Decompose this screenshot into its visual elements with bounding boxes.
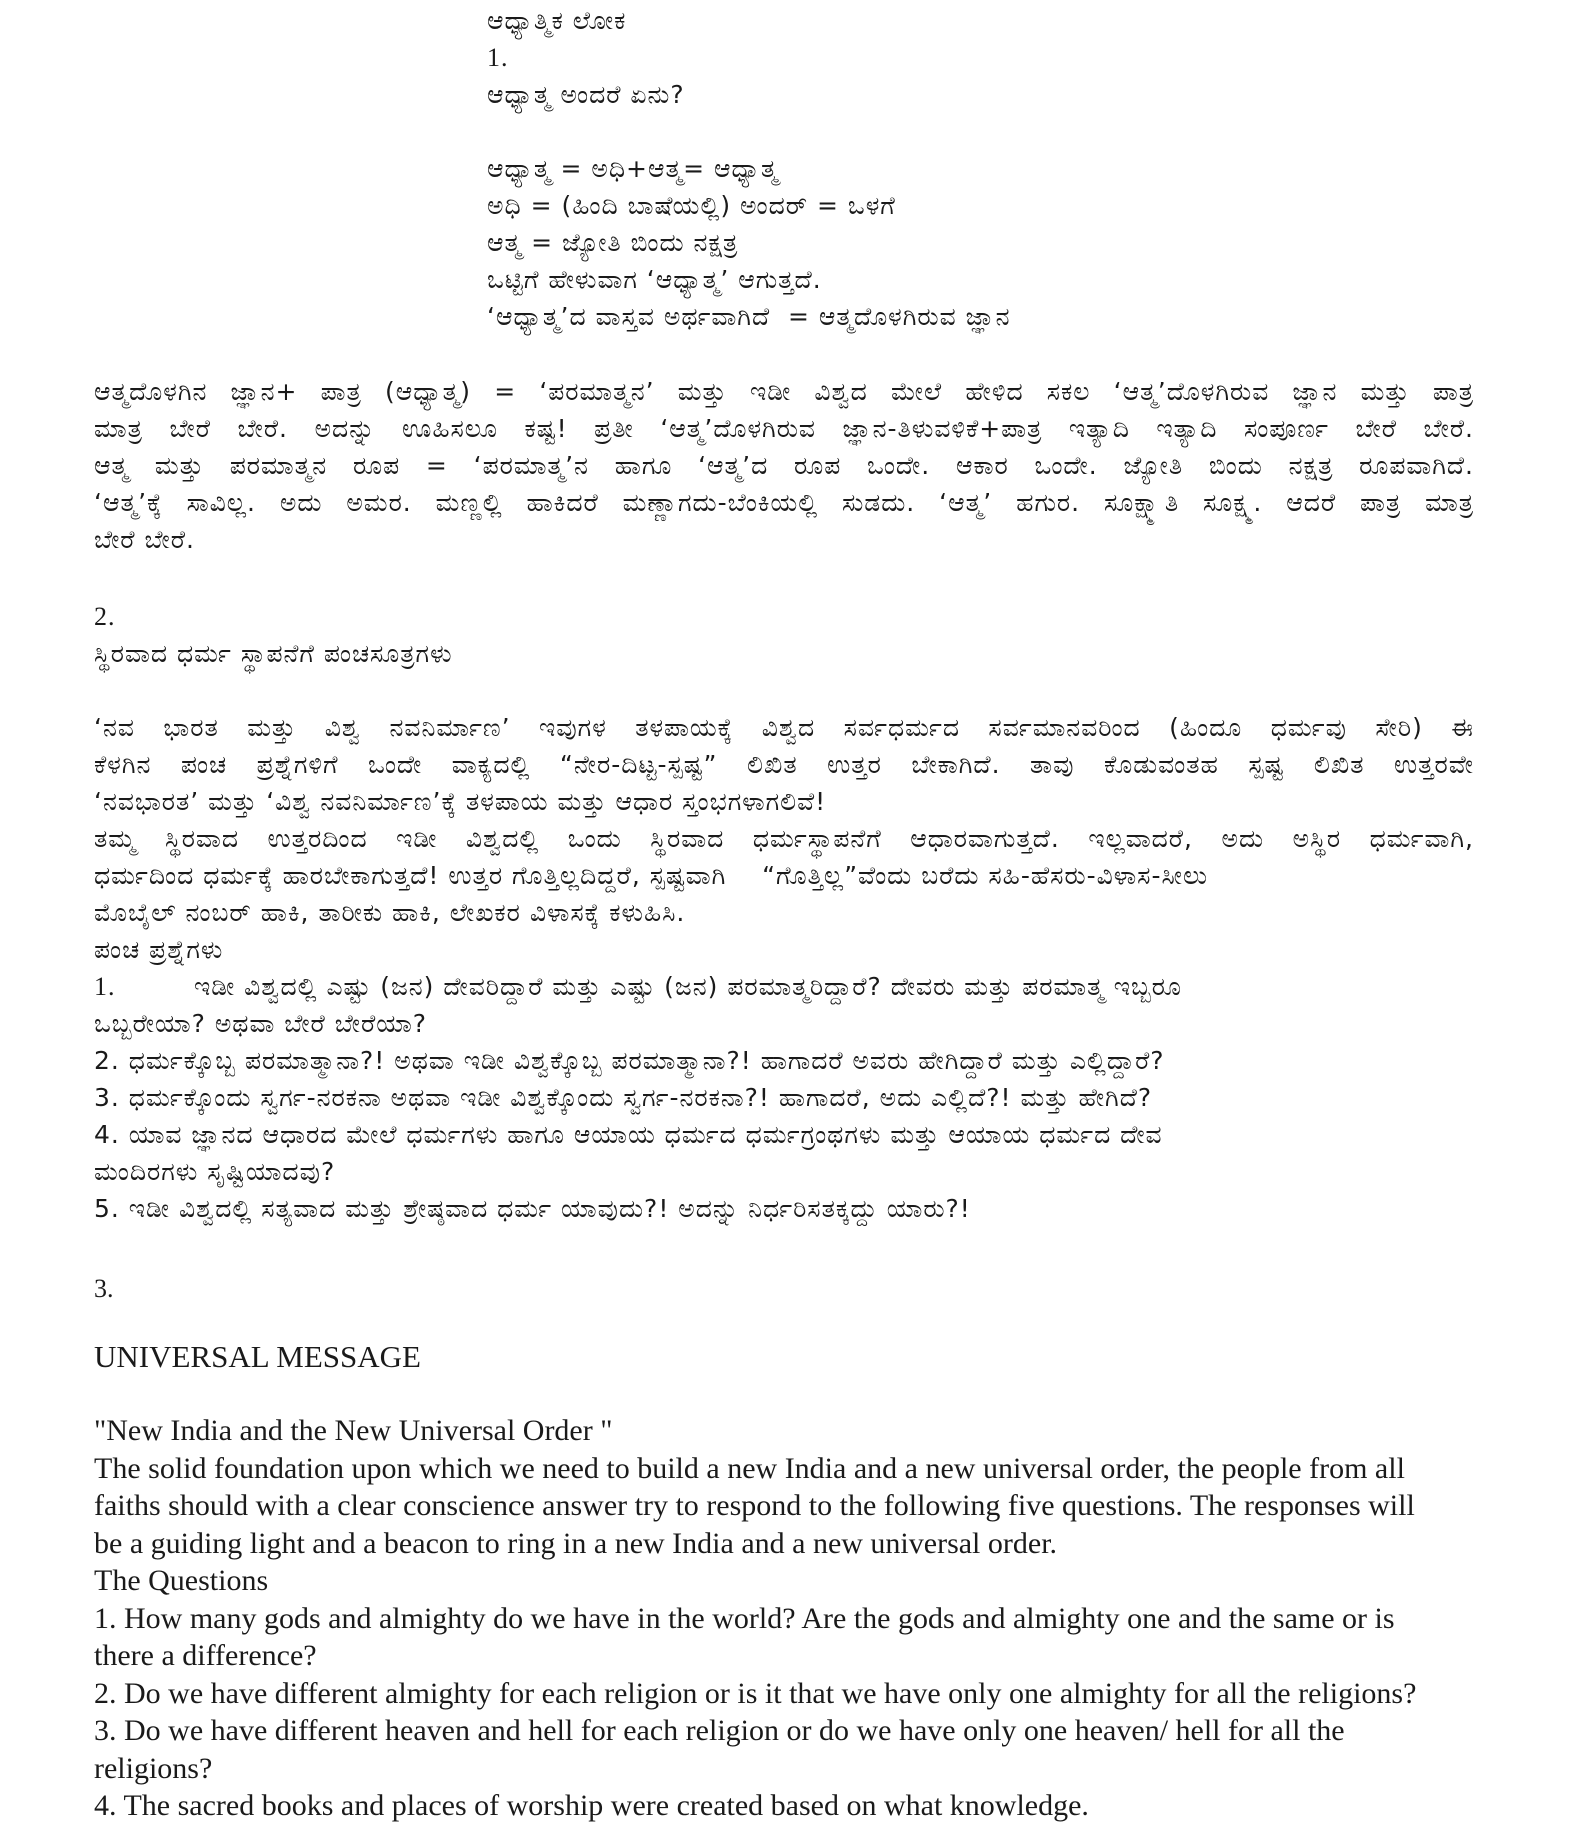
- question-continuation: there a difference?: [94, 1639, 317, 1672]
- paragraph-line: ಆತ್ಮ ಮತ್ತು ಪರಮಾತ್ಮನ ರೂಪ = ‘ಪರಮಾತ್ಮ’ನ ಹಾಗೂ ‘ಆತ್ಮ’ದ ರೂಪ ಒಂದೇ. ಆಕಾರ ಒಂದೇ. ಜ್ಯೋತಿ ಬಿಂದು ನಕ್ಷತ್ರ ರೂಪವಾಗಿದೆ.: [94, 451, 1474, 480]
- section-3-heading: UNIVERSAL MESSAGE: [94, 1339, 421, 1374]
- question-continuation: ಒಬ್ಬರೇಯಾ? ಅಥವಾ ಬೇರೆ ಬೇರೆಯಾ?: [94, 1009, 428, 1038]
- section-3-body: [94, 1412, 1474, 1825]
- definition-line: ಆತ್ಮ = ಜ್ಯೋತಿ ಬಿಂದು ನಕ್ಷತ್ರ: [487, 228, 739, 257]
- question-item: 2. ಧರ್ಮಕ್ಕೊಬ್ಬ ಪರಮಾತ್ಮಾನಾ?! ಅಥವಾ ಇಡೀ ವಿಶ್ವಕ್ಕೊಬ್ಬ ಪರಮಾತ್ಮಾನಾ?! ಹಾಗಾದರೆ ಅವರು ಹೇಗಿದ್ದಾರೆ ಮತ್ತು ಎಲ್ಲಿದ್ದಾರೆ?: [94, 1046, 1165, 1075]
- section-1-paragraph: [94, 373, 1474, 558]
- definition-line: ಅಧಿ = (ಹಿಂದಿ ಬಾಷೆಯಲ್ಲಿ) ಅಂದರ್ = ಒಳಗೆ: [487, 191, 896, 220]
- definition-line: ಒಟ್ಟಿಗೆ ಹೇಳುವಾಗ ‘ಆಧ್ಯಾತ್ಮ’ ಆಗುತ್ತದೆ.: [487, 265, 822, 294]
- questions-heading: The Questions: [94, 1564, 269, 1597]
- section-2-heading: ಸ್ಥಿರವಾದ ಧರ್ಮ ಸ್ಥಾಪನೆಗೆ ಪಂಚಸೂತ್ರಗಳು: [94, 639, 453, 668]
- section-3-subtitle: "New India and the New Universal Order ": [94, 1414, 613, 1447]
- section-3-number: 3.: [94, 1274, 114, 1303]
- question-item: 3. ಧರ್ಮಕ್ಕೊಂದು ಸ್ವರ್ಗ-ನರಕನಾ ಅಥವಾ ಇಡೀ ವಿಶ್ವಕ್ಕೊಂದು ಸ್ವರ್ಗ-ನರಕನಾ?! ಹಾಗಾದರೆ, ಅದು ಎಲ್ಲಿದೆ?! ಮತ್ತು ಹೇಗಿದೆ?: [94, 1083, 1153, 1112]
- paragraph-line: ‘ನವ ಭಾರತ ಮತ್ತು ವಿಶ್ವ ನವನಿರ್ಮಾಣ’ ಇವುಗಳ ತಳಪಾಯಕ್ಕೆ ವಿಶ್ವದ ಸರ್ವಧರ್ಮದ ಸರ್ವಮಾನವರಿಂದ (ಹಿಂದೂ ಧರ್ಮವು ಸೇರಿ) ಈ: [94, 713, 1474, 742]
- paragraph-line: ‘ಆತ್ಮ’ಕ್ಕೆ ಸಾವಿಲ್ಲ. ಅದು ಅಮರ. ಮಣ್ಣಲ್ಲಿ ಹಾಕಿದರೆ ಮಣ್ಣಾಗದು-ಬೆಂಕಿಯಲ್ಲಿ ಸುಡದು. ‘ಆತ್ಮ’ ಹಗುರ. ಸೂಕ್ಷ್ಮಾತಿ ಸೂಕ್ಷ್ಮ. ಆದರೆ ಪಾತ್ರ ಮಾತ್ರ: [94, 488, 1474, 517]
- section-2-number: 2.: [94, 602, 116, 631]
- question-item: 4. ಯಾವ ಜ್ಞಾನದ ಆಧಾರದ ಮೇಲೆ ಧರ್ಮಗಳು ಹಾಗೂ ಆಯಾಯ ಧರ್ಮದ ಧರ್ಮಗ್ರಂಥಗಳು ಮತ್ತು ಆಯಾಯ ಧರ್ಮದ ದೇವ: [94, 1120, 1163, 1149]
- definition-line: ‘ಆಧ್ಯಾತ್ಮ’ದ ವಾಸ್ತವ ಅರ್ಥವಾಗಿದೆ = ಆತ್ಮದೊಳಗಿರುವ ಜ್ಞಾನ: [487, 302, 1011, 331]
- question-text: ಇಡೀ ವಿಶ್ವದಲ್ಲಿ ಎಷ್ಟು (ಜನ) ದೇವರಿದ್ದಾರೆ ಮತ್ತು ಎಷ್ಟು (ಜನ) ಪರಮಾತ್ಮರಿದ್ದಾರೆ? ದೇವರು ಮತ್ತು ಪರಮಾತ್ಮ ಇಬ್ಬರೂ: [194, 972, 1182, 1001]
- paragraph-line: ಮೊಬೈಲ್ ನಂಬರ್ ಹಾಕಿ, ತಾರೀಕು ಹಾಕಿ, ಲೇಖಕರ ವಿಳಾಸಕ್ಕೆ ಕಳುಹಿಸಿ.: [94, 898, 686, 927]
- questions-heading: ಪಂಚ ಪ್ರಶ್ನೆಗಳು: [94, 935, 224, 964]
- paragraph-line: ‘ನವಭಾರತ’ ಮತ್ತು ‘ವಿಶ್ವ ನವನಿರ್ಮಾಣ’ಕ್ಕೆ ತಳಪಾಯ ಮತ್ತು ಆಧಾರ ಸ್ತಂಭಗಳಾಗಲಿವೆ!: [94, 787, 827, 816]
- paragraph-line: ತಮ್ಮ ಸ್ಥಿರವಾದ ಉತ್ತರದಿಂದ ಇಡೀ ವಿಶ್ವದಲ್ಲಿ ಒಂದು ಸ್ಥಿರವಾದ ಧರ್ಮಸ್ಥಾಪನೆಗೆ ಆಧಾರವಾಗುತ್ತದೆ. ಇಲ್ಲವಾದರೆ, ಅದು ಅಸ್ಥಿರ ಧರ್ಮವಾಗಿ,: [94, 824, 1474, 853]
- definition-line: ಆಧ್ಯಾತ್ಮ = ಅಧಿ+ಆತ್ಮ= ಆಧ್ಯಾತ್ಮ: [487, 154, 779, 183]
- paragraph-line: be a guiding light and a beacon to ring in a new India and a new universal order.: [94, 1526, 1058, 1560]
- question-continuation: religions?: [94, 1751, 213, 1785]
- blank-line: [487, 113, 1537, 150]
- section-1-intro: [487, 2, 1537, 335]
- paragraph-line: ಆತ್ಮದೊಳಗಿನ ಜ್ಞಾನ+ ಪಾತ್ರ (ಆಧ್ಯಾತ್ಮ) = ‘ಪರಮಾತ್ಮನ’ ಮತ್ತು ಇಡೀ ವಿಶ್ವದ ಮೇಲೆ ಹೇಳಿದ ಸಕಲ ‘ಆತ್ಮ’ದೊಳಗಿರುವ ಜ್ಞಾನ ಮತ್ತು ಪಾತ್ರ: [94, 377, 1474, 406]
- question-continuation: ಮಂದಿರಗಳು ಸೃಷ್ಟಿಯಾದವು?: [94, 1157, 336, 1186]
- question-item: 2. Do we have different almighty for each religion or is it that we have only one almighty for all the religions?: [94, 1676, 1417, 1710]
- blank-line: [94, 672, 1474, 709]
- paragraph-line: ಕೆಳಗಿನ ಪಂಚ ಪ್ರಶ್ನೆಗಳಿಗೆ ಒಂದೇ ವಾಕ್ಯದಲ್ಲಿ “ನೇರ-ದಿಟ್ಟ-ಸ್ಪಷ್ಟ” ಲಿಖಿತ ಉತ್ತರ ಬೇಕಾಗಿದೆ. ತಾವು ಕೊಡುವಂತಹ ಸ್ಪಷ್ಟ ಲಿಖಿತ ಉತ್ತರವೇ: [94, 750, 1474, 779]
- paragraph-line: ಧರ್ಮದಿಂದ ಧರ್ಮಕ್ಕೆ ಹಾರಬೇಕಾಗುತ್ತದೆ! ಉತ್ತರ ಗೊತ್ತಿಲ್ಲದಿದ್ದರೆ, ಸ್ಪಷ್ಟವಾಗಿ “ಗೊತ್ತಿಲ್ಲ”ವೆಂದು ಬರೆದು ಸಹಿ-ಹೆಸರು-ವಿಳಾಸ-ಸೀಲು: [94, 861, 1209, 890]
- paragraph-line: faiths should with a clear conscience answer try to respond to the following five questions. The responses will: [94, 1489, 1415, 1522]
- paragraph-line: The solid foundation upon which we need to build a new India and a new universal order, the people from all: [94, 1451, 1405, 1485]
- section-1-question: ಆಧ್ಯಾತ್ಮ ಅಂದರೆ ಏನು?: [487, 80, 685, 109]
- question-item: 1. How many gods and almighty do we have in the world? Are the gods and almighty one and the same or is: [94, 1601, 1395, 1635]
- section-2: [94, 598, 1474, 1227]
- question-number: 1.: [94, 972, 116, 1001]
- paragraph-line: ಮಾತ್ರ ಬೇರೆ ಬೇರೆ. ಅದನ್ನು ಊಹಿಸಲೂ ಕಷ್ಟ! ಪ್ರತೀ ‘ಆತ್ಮ’ದೊಳಗಿರುವ ಜ್ಞಾನ-ತಿಳುವಳಿಕೆ+ಪಾತ್ರ ಇತ್ಯಾದಿ ಇತ್ಯಾದಿ ಸಂಪೂರ್ಣ ಬೇರೆ ಬೇರೆ.: [94, 414, 1474, 443]
- section-1-heading: ಆಧ್ಯಾತ್ಮಿಕ ಲೋಕ: [487, 6, 627, 35]
- question-item: 3. Do we have different heaven and hell for each religion or do we have only one heaven/ hell for all the: [94, 1714, 1345, 1747]
- question-item: 5. ಇಡೀ ವಿಶ್ವದಲ್ಲಿ ಸತ್ಯವಾದ ಮತ್ತು ಶ್ರೇಷ್ಠವಾದ ಧರ್ಮ ಯಾವುದು?! ಅದನ್ನು ನಿರ್ಧರಿಸತಕ್ಕದ್ದು ಯಾರು?!: [94, 1194, 971, 1223]
- question-item: [94, 968, 1474, 1005]
- paragraph-line: ಬೇರೆ ಬೇರೆ.: [94, 525, 195, 554]
- section-3: [94, 1270, 1474, 1307]
- question-item: 4. The sacred books and places of worship were created based on what knowledge.: [94, 1789, 1089, 1822]
- section-1-number: 1.: [487, 43, 509, 72]
